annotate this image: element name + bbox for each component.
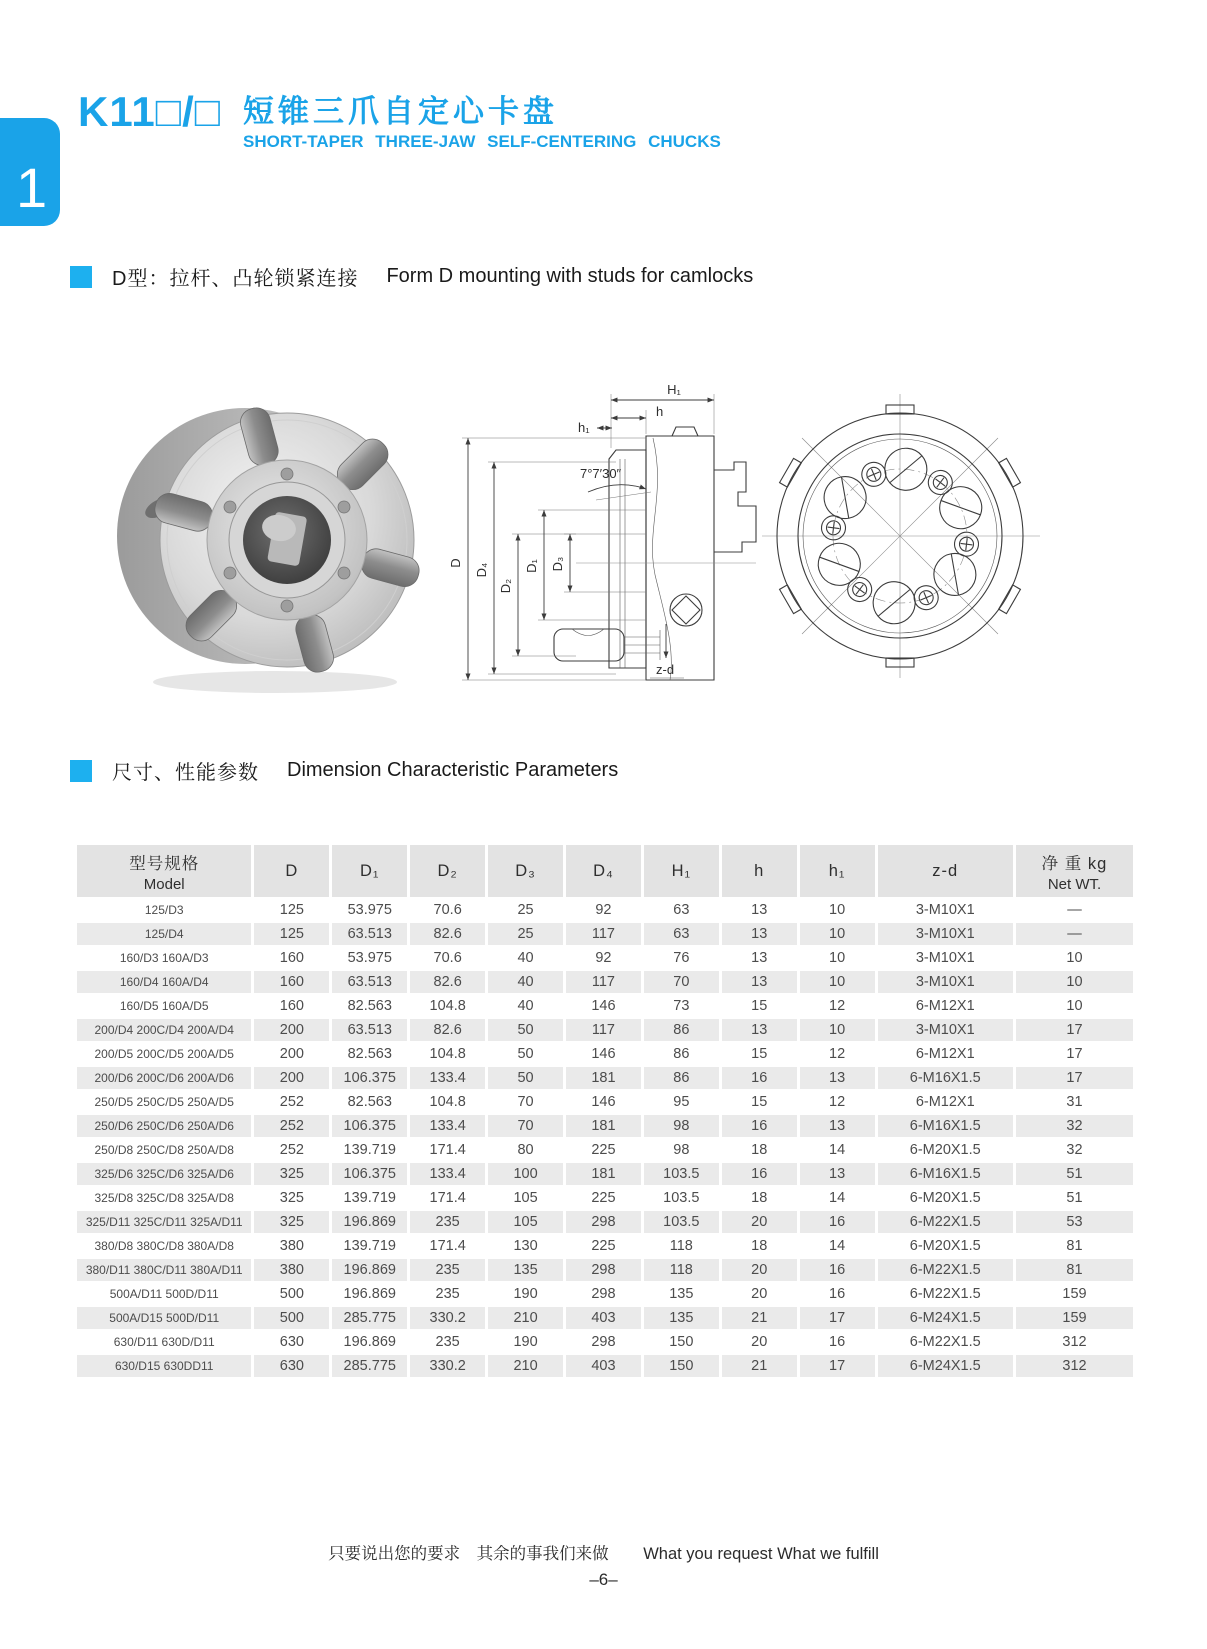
value-cell: 17 bbox=[1066, 1046, 1083, 1062]
table-row bbox=[77, 1355, 1133, 1377]
model-cell: 500A/D15 500D/D11 bbox=[77, 1307, 251, 1329]
value-cell: 6-M24X1.5 bbox=[878, 1307, 1013, 1329]
value-cell: 200 bbox=[254, 1019, 329, 1041]
value-cell: 32 bbox=[1066, 1142, 1083, 1158]
value-cell: 298 bbox=[566, 1259, 641, 1281]
table-row bbox=[77, 995, 1133, 1017]
col-header-D4 bbox=[566, 845, 641, 897]
col-header-h1 bbox=[800, 845, 875, 897]
value-cell: 235 bbox=[435, 1286, 460, 1302]
value-cell: 73 bbox=[673, 998, 690, 1014]
value-cell: 6-M20X1.5 bbox=[909, 1142, 981, 1158]
value-cell: 6-M12X1 bbox=[915, 1046, 975, 1062]
value-cell: 252 bbox=[254, 1115, 329, 1137]
header-text: D₄ bbox=[593, 861, 614, 880]
value-cell: 117 bbox=[566, 923, 641, 945]
value-cell: 118 bbox=[669, 1238, 693, 1254]
table-row bbox=[77, 1331, 1133, 1353]
section-dimensions-label-cn: 尺寸、性能参数 bbox=[112, 762, 259, 784]
value-cell: 6-M20X1.5 bbox=[909, 1238, 981, 1254]
value-cell: 40 bbox=[517, 998, 534, 1014]
value-cell: 330.2 bbox=[410, 1355, 485, 1377]
value-cell: 92 bbox=[595, 950, 612, 966]
value-cell: 20 bbox=[722, 1211, 797, 1233]
value-cell: 105 bbox=[488, 1211, 563, 1233]
value-cell: 12 bbox=[829, 1046, 846, 1062]
table-row bbox=[77, 1115, 1133, 1137]
value-cell: 95 bbox=[673, 1094, 690, 1110]
value-cell: 81 bbox=[1016, 1259, 1133, 1281]
value-cell: 133.4 bbox=[410, 1067, 485, 1089]
header-text: h₁ bbox=[828, 861, 846, 880]
header-text: z-d bbox=[932, 861, 959, 880]
model-cell: 160/D4 160A/D4 bbox=[77, 971, 251, 993]
value-cell: 18 bbox=[751, 1238, 768, 1254]
value-cell: 146 bbox=[591, 998, 616, 1014]
value-cell: 40 bbox=[488, 971, 563, 993]
value-cell: 196.869 bbox=[343, 1334, 396, 1350]
value-cell: 285.775 bbox=[332, 1355, 407, 1377]
value-cell: 125 bbox=[279, 902, 304, 918]
value-cell: 98 bbox=[673, 1142, 690, 1158]
value-cell: 196.869 bbox=[332, 1259, 407, 1281]
dim-label-D: D bbox=[448, 558, 463, 568]
value-cell: 16 bbox=[829, 1286, 846, 1302]
chuck-photo bbox=[103, 386, 435, 700]
value-cell: 13 bbox=[722, 923, 797, 945]
table-row bbox=[77, 1211, 1133, 1233]
value-cell: 6-M24X1.5 bbox=[878, 1355, 1013, 1377]
col-header-net-wt bbox=[1016, 845, 1133, 897]
value-cell: 80 bbox=[517, 1142, 534, 1158]
header-text: D₃ bbox=[515, 861, 536, 880]
value-cell: 20 bbox=[722, 1259, 797, 1281]
col-header-h bbox=[722, 845, 797, 897]
value-cell: 51 bbox=[1016, 1163, 1133, 1185]
model-cell: 250/D5 250C/D5 250A/D5 bbox=[94, 1095, 234, 1109]
value-cell: 10 bbox=[800, 923, 875, 945]
value-cell: 298 bbox=[591, 1334, 616, 1350]
value-cell: 70 bbox=[517, 1094, 534, 1110]
value-cell: 225 bbox=[591, 1190, 616, 1206]
value-cell: 12 bbox=[829, 998, 846, 1014]
section-dimensions bbox=[70, 756, 618, 785]
value-cell: 21 bbox=[722, 1307, 797, 1329]
value-cell: 159 bbox=[1062, 1286, 1087, 1302]
table-row bbox=[77, 1139, 1133, 1161]
model-cell: 160/D3 160A/D3 bbox=[119, 951, 209, 965]
value-cell: 104.8 bbox=[429, 1046, 466, 1062]
header-text: D₁ bbox=[360, 861, 380, 880]
value-cell: 252 bbox=[279, 1094, 304, 1110]
value-cell: 181 bbox=[566, 1115, 641, 1137]
table-row bbox=[77, 923, 1133, 945]
value-cell: 18 bbox=[751, 1142, 768, 1158]
value-cell: 16 bbox=[829, 1334, 846, 1350]
model-cell: 200/D6 200C/D6 200A/D6 bbox=[77, 1067, 251, 1089]
value-cell: 150 bbox=[669, 1334, 694, 1350]
value-cell: 139.719 bbox=[343, 1190, 396, 1206]
value-cell: 16 bbox=[722, 1115, 797, 1137]
table-row bbox=[77, 1043, 1133, 1065]
value-cell: 98 bbox=[644, 1115, 719, 1137]
value-cell: 51 bbox=[1066, 1190, 1083, 1206]
value-cell: 117 bbox=[566, 1019, 641, 1041]
value-cell: 196.869 bbox=[343, 1286, 396, 1302]
dim-label-h1: h₁ bbox=[578, 420, 590, 435]
value-cell: 10 bbox=[829, 902, 846, 918]
value-cell: 159 bbox=[1016, 1307, 1133, 1329]
value-cell: 235 bbox=[410, 1259, 485, 1281]
cross-section-drawing bbox=[446, 358, 764, 694]
value-cell: 380 bbox=[279, 1238, 304, 1254]
value-cell: 181 bbox=[566, 1163, 641, 1185]
section-dimensions-label-en: Dimension Characteristic Parameters bbox=[287, 759, 619, 781]
value-cell: 17 bbox=[800, 1355, 875, 1377]
table-row bbox=[77, 971, 1133, 993]
model-cell: 250/D6 250C/D6 250A/D6 bbox=[77, 1115, 251, 1137]
value-cell: 82.6 bbox=[410, 1019, 485, 1041]
value-cell: 6-M16X1.5 bbox=[878, 1067, 1013, 1089]
value-cell: 252 bbox=[279, 1142, 304, 1158]
value-cell: 10 bbox=[1066, 950, 1083, 966]
col-header-H1 bbox=[644, 845, 719, 897]
section-bullet-icon bbox=[70, 266, 92, 288]
value-cell: 17 bbox=[1016, 1067, 1133, 1089]
value-cell: 3-M10X1 bbox=[915, 950, 975, 966]
col-header-D bbox=[254, 845, 329, 897]
value-cell: 380 bbox=[254, 1259, 329, 1281]
value-cell: 106.375 bbox=[332, 1115, 407, 1137]
value-cell: 104.8 bbox=[429, 998, 466, 1014]
dim-label-D3: D₃ bbox=[550, 556, 565, 572]
value-cell: 630 bbox=[279, 1334, 304, 1350]
header-text: h bbox=[754, 861, 765, 880]
value-cell: 6-M22X1.5 bbox=[878, 1259, 1013, 1281]
value-cell: 15 bbox=[751, 1046, 768, 1062]
value-cell: 106.375 bbox=[332, 1067, 407, 1089]
value-cell: 325 bbox=[279, 1190, 304, 1206]
parameters-table bbox=[74, 843, 1136, 1379]
value-cell: 17 bbox=[800, 1307, 875, 1329]
value-cell: 312 bbox=[1016, 1355, 1133, 1377]
model-cell: 325/D8 325C/D8 325A/D8 bbox=[94, 1191, 234, 1205]
value-cell: 63.513 bbox=[332, 923, 407, 945]
header-text: D bbox=[285, 861, 299, 880]
value-cell: 133.4 bbox=[410, 1115, 485, 1137]
value-cell: 210 bbox=[488, 1307, 563, 1329]
page-title-en: SHORT-TAPER THREE-JAW SELF-CENTERING CHUCKS bbox=[243, 132, 721, 151]
value-cell: 50 bbox=[517, 1046, 534, 1062]
value-cell: 105 bbox=[513, 1190, 538, 1206]
value-cell: 16 bbox=[722, 1067, 797, 1089]
value-cell: 190 bbox=[513, 1334, 538, 1350]
table-row bbox=[77, 1187, 1133, 1209]
value-cell: 16 bbox=[722, 1163, 797, 1185]
col-header-model bbox=[77, 845, 251, 897]
value-cell: 13 bbox=[751, 950, 768, 966]
value-cell: 298 bbox=[566, 1211, 641, 1233]
value-cell: 63.513 bbox=[332, 1019, 407, 1041]
value-cell: 70 bbox=[488, 1115, 563, 1137]
value-cell: 325 bbox=[254, 1163, 329, 1185]
col-header-zd bbox=[878, 845, 1013, 897]
value-cell: 20 bbox=[751, 1286, 768, 1302]
dim-label-D4: D₄ bbox=[474, 562, 489, 578]
value-cell: 81 bbox=[1066, 1238, 1083, 1254]
model-cell: 630/D11 630D/D11 bbox=[113, 1335, 215, 1349]
model-cell: 125/D3 bbox=[144, 903, 184, 917]
value-cell: 210 bbox=[488, 1355, 563, 1377]
model-cell: 630/D15 630DD11 bbox=[77, 1355, 251, 1377]
page-number: –6– bbox=[589, 1570, 618, 1589]
value-cell: 133.4 bbox=[410, 1163, 485, 1185]
model-cell: 500A/D11 500D/D11 bbox=[109, 1287, 219, 1301]
value-cell: 13 bbox=[800, 1163, 875, 1185]
footer-slogan-en: What you request What we fulfill bbox=[643, 1545, 879, 1563]
value-cell: 15 bbox=[751, 998, 768, 1014]
value-cell: 82.6 bbox=[410, 971, 485, 993]
dim-label-angle: 7°7′30″ bbox=[580, 466, 622, 481]
value-cell: 285.775 bbox=[332, 1307, 407, 1329]
front-view-drawing bbox=[750, 378, 1052, 692]
table-row bbox=[77, 1019, 1133, 1041]
dim-label-D1: D₁ bbox=[524, 559, 539, 573]
value-cell: 10 bbox=[829, 950, 846, 966]
value-cell: 106.375 bbox=[332, 1163, 407, 1185]
model-cell: 200/D5 200C/D5 200A/D5 bbox=[94, 1047, 234, 1061]
value-cell: 13 bbox=[800, 1115, 875, 1137]
value-cell: 630 bbox=[254, 1355, 329, 1377]
value-cell: 10 bbox=[1066, 998, 1083, 1014]
dim-label-h: h bbox=[656, 404, 664, 419]
value-cell: 150 bbox=[644, 1355, 719, 1377]
dim-label-D2: D₂ bbox=[498, 578, 513, 594]
value-cell: 200 bbox=[279, 1046, 304, 1062]
header-text: Net WT. bbox=[1047, 875, 1102, 893]
value-cell: 100 bbox=[488, 1163, 563, 1185]
value-cell: 50 bbox=[488, 1019, 563, 1041]
value-cell: 6-M12X1 bbox=[915, 1094, 975, 1110]
table-row bbox=[77, 1235, 1133, 1257]
value-cell: 6-M12X1 bbox=[915, 998, 975, 1014]
value-cell: 6-M16X1.5 bbox=[878, 1115, 1013, 1137]
value-cell: 235 bbox=[410, 1211, 485, 1233]
value-cell: 92 bbox=[595, 902, 612, 918]
value-cell: 13 bbox=[800, 1067, 875, 1089]
value-cell: 403 bbox=[566, 1355, 641, 1377]
value-cell: 160 bbox=[254, 971, 329, 993]
value-cell: 6-M20X1.5 bbox=[909, 1190, 981, 1206]
value-cell: 103.5 bbox=[644, 1163, 719, 1185]
value-cell: 225 bbox=[591, 1142, 616, 1158]
header-text: Model bbox=[143, 875, 185, 893]
model-cell: 380/D11 380C/D11 380A/D11 bbox=[77, 1259, 251, 1281]
model-cell: 160/D5 160A/D5 bbox=[119, 999, 209, 1013]
footer-slogan-cn: 只要说出您的要求 其余的事我们来做 bbox=[328, 1545, 609, 1563]
value-cell: 6-M22X1.5 bbox=[909, 1286, 981, 1302]
table-row bbox=[77, 1163, 1133, 1185]
model-cell: 250/D8 250C/D8 250A/D8 bbox=[94, 1143, 234, 1157]
value-cell: 18 bbox=[751, 1190, 768, 1206]
model-cell: 125/D4 bbox=[77, 923, 251, 945]
model-cell: 200/D4 200C/D4 200A/D4 bbox=[77, 1019, 251, 1041]
value-cell: 70 bbox=[644, 971, 719, 993]
value-cell: 86 bbox=[644, 1067, 719, 1089]
value-cell: 40 bbox=[517, 950, 534, 966]
col-header-D3 bbox=[488, 845, 563, 897]
value-cell: 171.4 bbox=[429, 1142, 466, 1158]
value-cell: 3-M10X1 bbox=[915, 902, 975, 918]
value-cell: 32 bbox=[1016, 1115, 1133, 1137]
table-row bbox=[77, 899, 1133, 921]
value-cell: 82.6 bbox=[410, 923, 485, 945]
dim-label-H1: H₁ bbox=[667, 382, 681, 397]
value-cell: 160 bbox=[279, 950, 304, 966]
value-cell: 500 bbox=[279, 1286, 304, 1302]
value-cell: 14 bbox=[829, 1190, 846, 1206]
value-cell: 20 bbox=[751, 1334, 768, 1350]
col-header-D2 bbox=[410, 845, 485, 897]
parameters-table-wrap bbox=[74, 843, 1136, 1379]
model-cell: 325/D11 325C/D11 325A/D11 bbox=[77, 1211, 251, 1233]
value-cell: 403 bbox=[566, 1307, 641, 1329]
value-cell: 3-M10X1 bbox=[878, 923, 1013, 945]
table-row bbox=[77, 1259, 1133, 1281]
value-cell: 146 bbox=[591, 1094, 616, 1110]
value-cell: 16 bbox=[800, 1259, 875, 1281]
value-cell: 190 bbox=[513, 1286, 538, 1302]
value-cell: 298 bbox=[591, 1286, 616, 1302]
header-text: D₂ bbox=[437, 861, 458, 880]
table-row bbox=[77, 1091, 1133, 1113]
value-cell: 104.8 bbox=[429, 1094, 466, 1110]
value-cell: 53.975 bbox=[347, 950, 392, 966]
value-cell: 70.6 bbox=[433, 950, 462, 966]
value-cell: 70.6 bbox=[433, 902, 462, 918]
value-cell: 139.719 bbox=[343, 1142, 396, 1158]
value-cell: 130 bbox=[513, 1238, 538, 1254]
value-cell: 225 bbox=[591, 1238, 616, 1254]
value-cell: 53 bbox=[1016, 1211, 1133, 1233]
value-cell: 25 bbox=[517, 902, 534, 918]
header-text: H₁ bbox=[671, 861, 692, 880]
value-cell: 86 bbox=[644, 1019, 719, 1041]
value-cell: 76 bbox=[673, 950, 690, 966]
value-cell: 50 bbox=[488, 1067, 563, 1089]
value-cell: 17 bbox=[1016, 1019, 1133, 1041]
value-cell: 63 bbox=[644, 923, 719, 945]
value-cell: 16 bbox=[800, 1211, 875, 1233]
value-cell: 6-M22X1.5 bbox=[909, 1334, 981, 1350]
value-cell: 53.975 bbox=[347, 902, 392, 918]
value-cell: 3-M10X1 bbox=[878, 1019, 1013, 1041]
value-cell: 139.719 bbox=[343, 1238, 396, 1254]
value-cell: 6-M16X1.5 bbox=[878, 1163, 1013, 1185]
value-cell: 3-M10X1 bbox=[878, 971, 1013, 993]
chapter-tab bbox=[0, 118, 60, 226]
value-cell: 200 bbox=[254, 1067, 329, 1089]
table-header-row bbox=[77, 845, 1133, 897]
value-cell: 14 bbox=[829, 1238, 846, 1254]
value-cell: 117 bbox=[566, 971, 641, 993]
dim-label-zd: z-d bbox=[656, 662, 675, 677]
value-cell: 82.563 bbox=[347, 1046, 392, 1062]
table-row bbox=[77, 1067, 1133, 1089]
value-cell: 82.563 bbox=[347, 998, 392, 1014]
value-cell: 103.5 bbox=[663, 1190, 700, 1206]
page-title-cn: 短锥三爪自定心卡盘 bbox=[243, 94, 558, 129]
model-cell: 325/D6 325C/D6 325A/D6 bbox=[77, 1163, 251, 1185]
value-cell: 160 bbox=[279, 998, 304, 1014]
value-cell: 21 bbox=[722, 1355, 797, 1377]
value-cell: 86 bbox=[673, 1046, 690, 1062]
model-cell: 380/D8 380C/D8 380A/D8 bbox=[94, 1239, 234, 1253]
value-cell: 10 bbox=[800, 971, 875, 993]
value-cell: 63.513 bbox=[332, 971, 407, 993]
table-row bbox=[77, 1283, 1133, 1305]
value-cell: 6-M22X1.5 bbox=[878, 1211, 1013, 1233]
value-cell: 171.4 bbox=[429, 1238, 466, 1254]
section-mounting-label-cn: D型：拉杆、凸轮锁紧连接 bbox=[112, 268, 359, 290]
value-cell: 325 bbox=[254, 1211, 329, 1233]
value-cell: — bbox=[1067, 902, 1082, 918]
section-mounting bbox=[70, 262, 753, 291]
header-text: 净 重 kg bbox=[1041, 854, 1108, 873]
value-cell: 25 bbox=[488, 923, 563, 945]
value-cell: — bbox=[1016, 923, 1133, 945]
chapter-number: 1 bbox=[16, 156, 48, 219]
value-cell: 330.2 bbox=[410, 1307, 485, 1329]
value-cell: 135 bbox=[644, 1307, 719, 1329]
value-cell: 135 bbox=[669, 1286, 694, 1302]
value-cell: 10 bbox=[1016, 971, 1133, 993]
section-mounting-label-en: Form D mounting with studs for camlocks bbox=[386, 265, 754, 287]
value-cell: 118 bbox=[644, 1259, 719, 1281]
value-cell: 63 bbox=[673, 902, 690, 918]
value-cell: 171.4 bbox=[429, 1190, 466, 1206]
value-cell: 146 bbox=[591, 1046, 616, 1062]
table-body bbox=[77, 899, 1133, 1377]
value-cell: 196.869 bbox=[332, 1211, 407, 1233]
value-cell: 10 bbox=[800, 1019, 875, 1041]
value-cell: 235 bbox=[435, 1334, 460, 1350]
value-cell: 13 bbox=[751, 902, 768, 918]
value-cell: 82.563 bbox=[347, 1094, 392, 1110]
value-cell: 181 bbox=[566, 1067, 641, 1089]
value-cell: 14 bbox=[829, 1142, 846, 1158]
section-bullet-icon bbox=[70, 760, 92, 782]
table-row bbox=[77, 947, 1133, 969]
value-cell: 500 bbox=[254, 1307, 329, 1329]
value-cell: 103.5 bbox=[644, 1211, 719, 1233]
footer-slogan bbox=[0, 1540, 1207, 1564]
header-text: 型号规格 bbox=[129, 854, 200, 873]
value-cell: 15 bbox=[751, 1094, 768, 1110]
value-cell: 12 bbox=[829, 1094, 846, 1110]
value-cell: 13 bbox=[722, 1019, 797, 1041]
model-code: K11□/□ bbox=[78, 88, 222, 135]
value-cell: 31 bbox=[1066, 1094, 1083, 1110]
value-cell: 312 bbox=[1062, 1334, 1087, 1350]
value-cell: 125 bbox=[254, 923, 329, 945]
table-row bbox=[77, 1307, 1133, 1329]
value-cell: 13 bbox=[722, 971, 797, 993]
value-cell: 135 bbox=[488, 1259, 563, 1281]
col-header-D1 bbox=[332, 845, 407, 897]
